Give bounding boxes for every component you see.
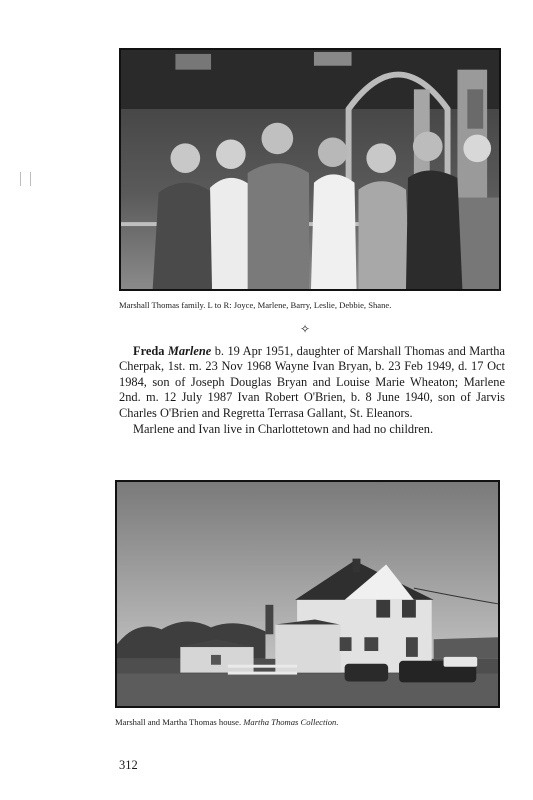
page-number: 312 xyxy=(119,758,138,772)
entry-name-italic: Marlene xyxy=(167,344,212,358)
house-photo xyxy=(115,480,500,708)
entry-paragraph xyxy=(119,344,505,421)
family-photo-caption: Marshall Thomas family. L to R: Joyce, Marlene, Barry, Leslie, Debbie, Shane. xyxy=(119,300,392,310)
house-photo-caption xyxy=(115,717,339,727)
house-caption-text: Marshall and Martha Thomas house. xyxy=(115,717,244,727)
house-caption-credit: Martha Thomas Collection. xyxy=(243,717,339,727)
entry-name: Freda xyxy=(133,344,168,358)
entry-note: Marlene and Ivan live in Charlottetown and had no children. xyxy=(133,422,434,437)
entry-details: b. 19 Apr 1951, daughter of Marshall Thomas and Martha Cherpak, 1st. m. 23 Nov 1968 Wayne Ivan Bryan, b. 23 Feb 1949, d. 17 Oct 1984, son of Joseph Douglas Bryan and Louise Marie Wheaton; Marlene 2nd. m. 12 July 1987 Ivan Robert O'Brien, b. 8 June 1940, son of Jarvis Charles O'Brien and Regretta Terrasa Gallant, St. Eleanors. xyxy=(119,344,505,420)
section-ornament: ✧ xyxy=(300,322,311,336)
genealogy-entry xyxy=(119,344,505,437)
family-photo xyxy=(119,48,501,291)
margin-mark xyxy=(18,172,36,186)
